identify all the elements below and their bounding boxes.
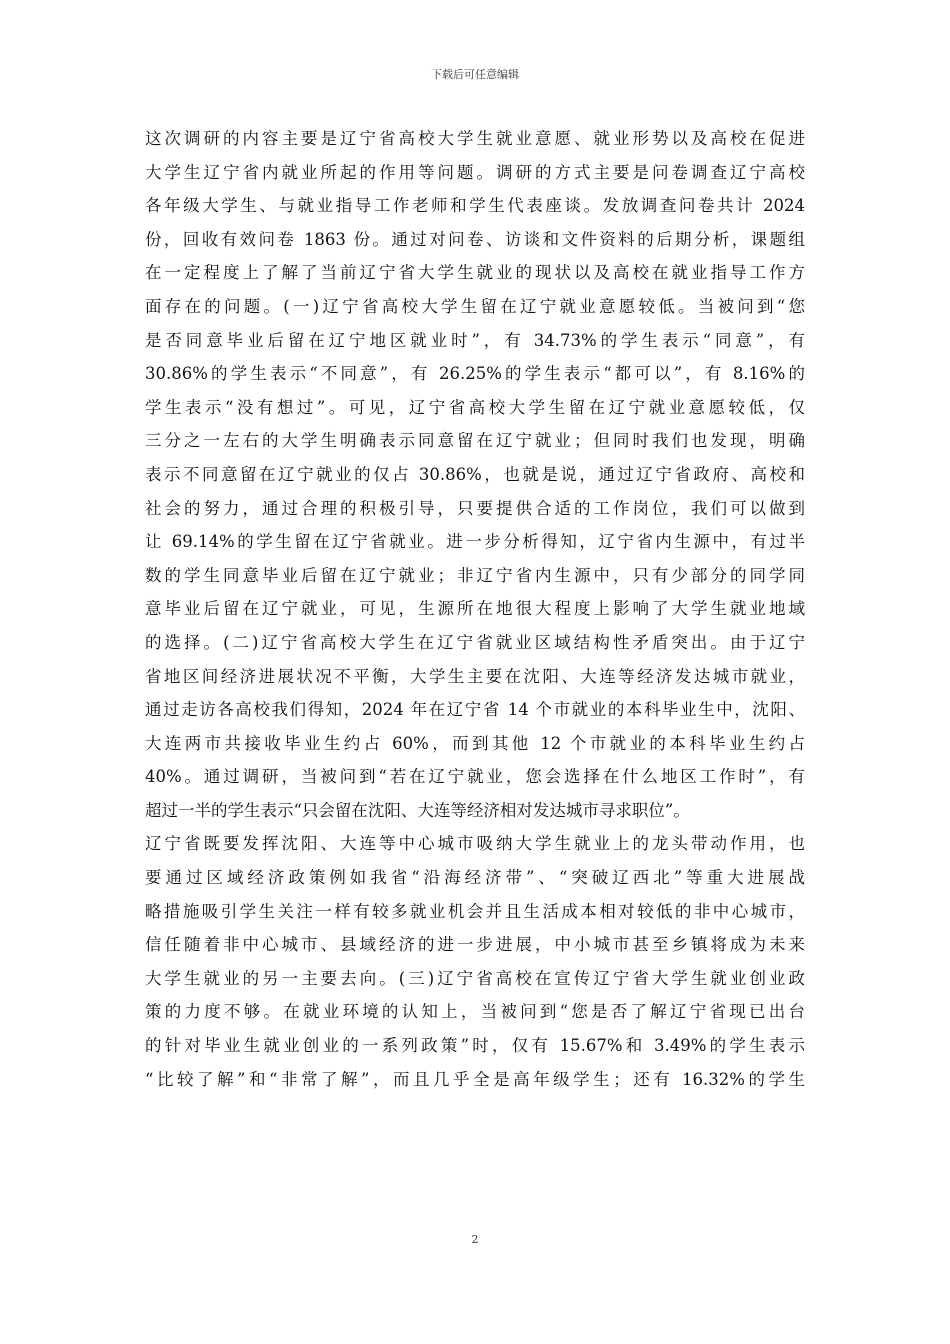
body-line: 数的学生同意毕业后留在辽宁就业；非辽宁省内生源中，只有少部分的同学同 xyxy=(145,565,805,585)
body-line: 的选择。(二)辽宁省高校大学生在辽宁省就业区域结构性矛盾突出。由于辽宁 xyxy=(145,632,805,652)
body-line: 面存在的问题。(一)辽宁省高校大学生留在辽宁就业意愿较低。当被问到“您 xyxy=(145,296,805,316)
body-line: 是否同意毕业后留在辽宁地区就业时”，有 34.73%的学生表示“同意”，有 xyxy=(145,330,805,350)
body-line: 表示不同意留在辽宁就业的仅占 30.86%，也就是说，通过辽宁省政府、高校和 xyxy=(145,464,805,484)
body-line: 大学生就业的另一主要去向。(三)辽宁省高校在宣传辽宁省大学生就业创业政 xyxy=(145,968,805,988)
body-line: 40%。通过调研，当被问到“若在辽宁就业，您会选择在什么地区工作时”，有 xyxy=(145,767,805,787)
body-line: 略措施吸引学生关注一样有较多就业机会并且生活成本相对较低的非中心城市， xyxy=(145,901,805,921)
document-body xyxy=(145,122,805,1096)
body-line: 学生表示“没有想过”。可见，辽宁省高校大学生留在辽宁就业意愿较低，仅 xyxy=(145,397,805,417)
body-line: 各年级大学生、与就业指导工作老师和学生代表座谈。发放调查问卷共计 2024 xyxy=(145,196,805,216)
body-line: 社会的努力，通过合理的积极引导，只要提供合适的工作岗位，我们可以做到 xyxy=(145,498,805,518)
body-line: 三分之一左右的大学生明确表示同意留在辽宁就业；但同时我们也发现，明确 xyxy=(145,431,805,451)
body-line: “比较了解”和“非常了解”，而且几乎全是高年级学生；还有 16.32%的学生 xyxy=(145,1069,805,1089)
body-line: 这次调研的内容主要是辽宁省高校大学生就业意愿、就业形势以及高校在促进 xyxy=(145,129,805,148)
body-line: 大学生辽宁省内就业所起的作用等问题。调研的方式主要是问卷调查辽宁高校 xyxy=(145,162,805,182)
body-line: 要通过区域经济政策例如我省“沿海经济带”、“突破辽西北”等重大进展战 xyxy=(145,868,805,888)
body-line: 通过走访各高校我们得知，2024 年在辽宁省 14 个市就业的本科毕业生中，沈阳、 xyxy=(145,700,805,720)
page-header: 下载后可任意编辑 xyxy=(431,68,519,81)
body-line: 大连两市共接收毕业生约占 60%，而到其他 12 个市就业的本科毕业生约占 xyxy=(145,733,805,753)
body-line: 信任随着非中心城市、县域经济的进一步进展，中小城市甚至乡镇将成为未来 xyxy=(145,935,805,955)
page-number: 2 xyxy=(471,1233,479,1246)
body-line: 意毕业后留在辽宁就业，可见，生源所在地很大程度上影响了大学生就业地域 xyxy=(145,599,805,619)
body-line: 省地区间经济进展状况不平衡，大学生主要在沈阳、大连等经济发达城市就业， xyxy=(145,666,805,686)
body-line: 让 69.14%的学生留在辽宁省就业。进一步分析得知，辽宁省内生源中，有过半 xyxy=(145,532,805,552)
body-line: 辽宁省既要发挥沈阳、大连等中心城市吸纳大学生就业上的龙头带动作用，也 xyxy=(145,834,805,854)
body-line: 超过一半的学生表示“只会留在沈阳、大连等经济相对发达城市寻求职位”。 xyxy=(145,800,690,820)
body-line: 份，回收有效问卷 1863 份。通过对问卷、访谈和文件资料的后期分析，课题组 xyxy=(145,229,805,249)
body-line: 策的力度不够。在就业环境的认知上，当被问到“您是否了解辽宁省现已出台 xyxy=(145,1002,805,1022)
body-line: 30.86%的学生表示“不同意”，有 26.25%的学生表示“都可以”，有 8.16%的 xyxy=(145,364,805,384)
body-line: 的针对毕业生就业创业的一系列政策”时，仅有 15.67%和 3.49%的学生表示 xyxy=(145,1036,805,1056)
body-line: 在一定程度上了解了当前辽宁省大学生就业的现状以及高校在就业指导工作方 xyxy=(145,263,805,283)
